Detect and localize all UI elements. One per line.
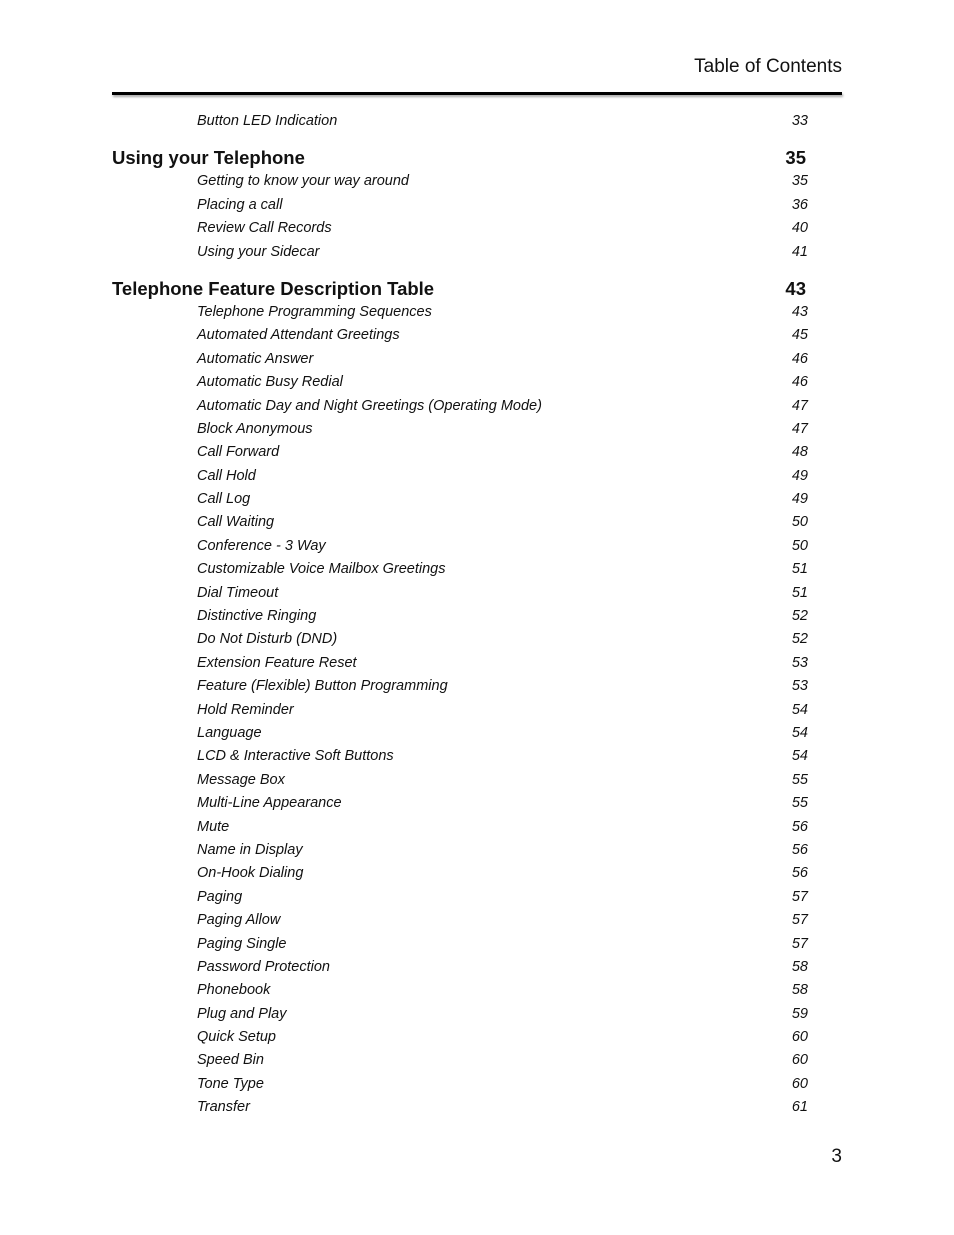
toc-section-heading[interactable]	[112, 275, 812, 302]
toc-entry-page-number: 58	[791, 982, 808, 999]
toc-entry-page-number: 43	[791, 303, 808, 320]
toc-entry-title: LCD & Interactive Soft Buttons	[197, 748, 394, 765]
toc-entry-page-number: 56	[791, 865, 808, 882]
toc-entry-title: Call Hold	[197, 467, 256, 484]
toc-entry[interactable]	[112, 583, 812, 606]
toc-entry[interactable]	[112, 629, 812, 652]
toc-entry-title: Language	[197, 724, 262, 741]
toc-section-heading[interactable]	[112, 144, 812, 171]
toc-section-heading-title: Using your Telephone	[112, 147, 305, 169]
toc-entry-page-number: 56	[791, 818, 808, 835]
toc-entry-page-number: 46	[791, 350, 808, 367]
toc-entry[interactable]	[112, 396, 812, 419]
toc-entry-title: Automated Attendant Greetings	[197, 327, 400, 344]
toc-entry[interactable]	[112, 817, 812, 840]
toc-entry[interactable]	[112, 489, 812, 512]
toc-entry-title: Speed Bin	[197, 1052, 264, 1069]
toc-entry-title: Placing a call	[197, 196, 283, 213]
toc-entry[interactable]	[112, 934, 812, 957]
toc-entry[interactable]	[112, 512, 812, 535]
toc-entry-title: Hold Reminder	[197, 701, 294, 718]
toc-entry-page-number: 53	[791, 654, 808, 671]
toc-entry[interactable]	[112, 957, 812, 980]
toc-entry-title: Phonebook	[197, 982, 271, 999]
toc-entry-page-number: 51	[791, 561, 808, 578]
toc-entry[interactable]	[112, 466, 812, 489]
toc-entry-page-number: 53	[791, 678, 808, 695]
toc-entry[interactable]	[112, 218, 812, 241]
toc-entry-page-number: 50	[791, 537, 808, 554]
toc-entry-title: Automatic Answer	[197, 350, 314, 367]
toc-entry[interactable]	[112, 242, 812, 265]
toc-entry[interactable]	[112, 1004, 812, 1027]
toc-entry[interactable]	[112, 559, 812, 582]
toc-section-heading-page-number: 35	[785, 147, 806, 169]
toc-entry-title: Mute	[197, 818, 230, 835]
toc-entry-page-number: 57	[791, 935, 808, 952]
toc-entry[interactable]	[112, 325, 812, 348]
toc-entry-title: Call Waiting	[197, 514, 275, 531]
toc-entry-page-number: 59	[791, 1005, 808, 1022]
toc-entry-title: Paging Single	[197, 935, 287, 952]
toc-entry[interactable]	[112, 910, 812, 933]
toc-entry-title: Using your Sidecar	[197, 243, 320, 260]
header-divider	[112, 92, 842, 95]
toc-entry-page-number: 51	[791, 584, 808, 601]
toc-entry-title: Customizable Voice Mailbox Greetings	[197, 561, 446, 578]
toc-entry[interactable]	[112, 302, 812, 325]
toc-entry-title: Multi-Line Appearance	[197, 795, 342, 812]
toc-section-heading-page-number: 43	[785, 277, 806, 299]
toc-entry-page-number: 49	[791, 467, 808, 484]
toc-entry-title: Button LED Indication	[197, 113, 338, 129]
toc-entry-title: Tone Type	[197, 1075, 264, 1092]
toc-entry-title: Quick Setup	[197, 1029, 276, 1046]
toc-entry[interactable]	[112, 723, 812, 746]
toc-entry-title: Automatic Day and Night Greetings (Operating Mode)	[197, 397, 542, 414]
toc-entry-page-number: 52	[791, 631, 808, 648]
toc-entry-page-number: 52	[791, 608, 808, 625]
toc-entry-title: On-Hook Dialing	[197, 865, 304, 882]
toc-entry[interactable]	[112, 1050, 812, 1073]
toc-entry-title: Extension Feature Reset	[197, 654, 357, 671]
toc-entry-page-number: 58	[791, 958, 808, 975]
toc-entry-page-number: 56	[791, 841, 808, 858]
toc-entry[interactable]	[112, 195, 812, 218]
toc-entry-page-number: 46	[791, 374, 808, 391]
toc-entry[interactable]	[112, 887, 812, 910]
toc-entry[interactable]	[112, 372, 812, 395]
toc-entry-title: Password Protection	[197, 958, 330, 975]
toc-entry-title: Automatic Busy Redial	[197, 374, 343, 391]
toc-entry-title: Distinctive Ringing	[197, 608, 317, 625]
toc-entry-page-number: 40	[791, 220, 808, 237]
table-of-contents	[112, 111, 812, 1121]
toc-entry-page-number: 36	[791, 196, 808, 213]
toc-entry-page-number: 49	[791, 491, 808, 508]
toc-entry-title: Message Box	[197, 771, 285, 788]
toc-entry-title: Call Log	[197, 491, 251, 508]
toc-entry-page-number: 60	[791, 1075, 808, 1092]
toc-entry-title: Dial Timeout	[197, 584, 279, 601]
toc-entry-page-number: 60	[791, 1052, 808, 1069]
toc-entry-title: Paging	[197, 888, 243, 905]
toc-entry-page-number: 41	[791, 243, 808, 260]
toc-entry[interactable]	[112, 442, 812, 465]
toc-entry-page-number: 54	[791, 701, 808, 718]
toc-entry[interactable]	[112, 1027, 812, 1050]
toc-entry[interactable]	[112, 1097, 812, 1120]
page-number: 3	[831, 1146, 842, 1167]
toc-entry-page-number: 55	[791, 795, 808, 812]
toc-entry-page-number: 50	[791, 514, 808, 531]
toc-entry[interactable]	[112, 840, 812, 863]
toc-entry-page-number: 33	[791, 113, 808, 129]
toc-entry-page-number: 57	[791, 888, 808, 905]
toc-entry[interactable]	[112, 980, 812, 1003]
toc-entry-page-number: 48	[791, 444, 808, 461]
toc-entry-title: Do Not Disturb (DND)	[197, 631, 338, 648]
toc-entry-title: Plug and Play	[197, 1005, 287, 1022]
toc-entry[interactable]	[112, 700, 812, 723]
toc-entry-page-number: 60	[791, 1029, 808, 1046]
toc-entry-title: Paging Allow	[197, 912, 281, 929]
toc-entry-title: Call Forward	[197, 444, 280, 461]
toc-entry-page-number: 61	[791, 1099, 808, 1116]
toc-entry-title: Telephone Programming Sequences	[197, 303, 432, 320]
toc-entry-page-number: 55	[791, 771, 808, 788]
toc-entry[interactable]	[112, 1074, 812, 1097]
toc-entry[interactable]	[112, 770, 812, 793]
toc-entry-title: Transfer	[197, 1099, 250, 1116]
toc-entry-page-number: 47	[791, 420, 808, 437]
toc-entry-title: Getting to know your way around	[197, 173, 409, 190]
toc-entry[interactable]	[112, 676, 812, 699]
toc-entry[interactable]	[112, 171, 812, 194]
toc-entry-title: Block Anonymous	[197, 420, 313, 437]
toc-entry[interactable]	[112, 536, 812, 559]
toc-entry[interactable]	[112, 653, 812, 676]
toc-section-heading-title: Telephone Feature Description Table	[112, 277, 435, 299]
toc-entry-page-number: 54	[791, 724, 808, 741]
running-header-title: Table of Contents	[694, 56, 842, 77]
toc-entry[interactable]	[112, 111, 812, 134]
toc-entry-title: Review Call Records	[197, 220, 332, 237]
toc-entry-page-number: 54	[791, 748, 808, 765]
toc-entry-page-number: 35	[791, 173, 808, 190]
toc-entry[interactable]	[112, 863, 812, 886]
toc-entry[interactable]	[112, 419, 812, 442]
toc-entry[interactable]	[112, 793, 812, 816]
toc-entry-page-number: 57	[791, 912, 808, 929]
toc-entry-title: Name in Display	[197, 841, 303, 858]
toc-entry[interactable]	[112, 349, 812, 372]
toc-entry-page-number: 45	[791, 327, 808, 344]
toc-entry[interactable]	[112, 606, 812, 629]
toc-entry-title: Conference - 3 Way	[197, 537, 326, 554]
toc-entry-title: Feature (Flexible) Button Programming	[197, 678, 448, 695]
toc-entry[interactable]	[112, 746, 812, 769]
toc-entry-page-number: 47	[791, 397, 808, 414]
